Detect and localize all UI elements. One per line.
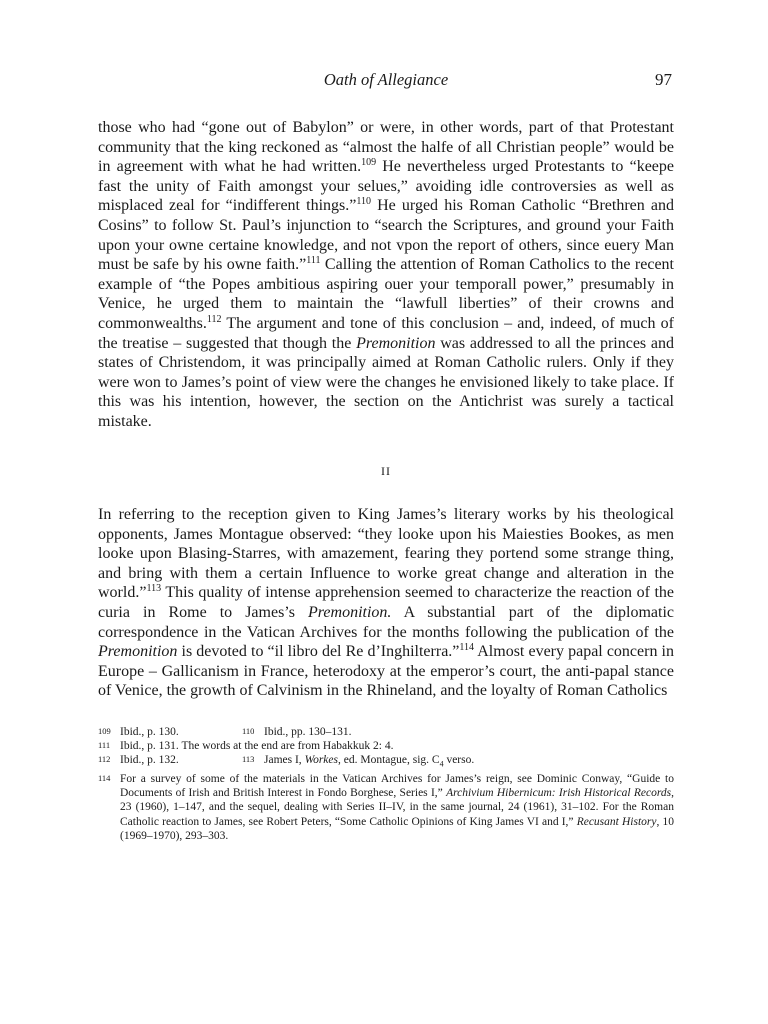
running-title: Oath of Allegiance (323, 70, 449, 89)
paragraph-1 (98, 118, 674, 432)
footnote-112 (98, 753, 242, 772)
italic-title: Recusant History (576, 815, 657, 828)
footnote-ref-114[interactable]: 114 (459, 642, 475, 654)
footnote-113 (242, 753, 474, 772)
footnote-text: verso. (443, 754, 475, 767)
text-run: is devoted to “il libro del Re d’Inghilterra.” (177, 643, 460, 661)
page-number: 97 (655, 70, 672, 89)
text-run: This quality of intense apprehension seemed to characterize the reaction of the curia in Rome to James’s (98, 584, 674, 622)
text-run: A substantial part of the diplomatic correspondence in the Vatican Archives for the months following the publication of the (98, 604, 675, 641)
footnote-ref-113[interactable]: 113 (146, 583, 162, 595)
footnote-number: 111 (98, 740, 111, 751)
footnote-ref-112[interactable]: 112 (206, 313, 222, 325)
footnote-text: , ed. Montague, sig. C (338, 754, 440, 767)
footnotes (98, 725, 674, 843)
italic-title: Premonition (98, 643, 178, 661)
text-run: those who had “gone out of Babylon” or were, in other words, part of that Protestant community that the king reckoned as “almost the halfe of all Christian people” would be in agreement with what he had written. (98, 119, 674, 176)
footnote-number: 113 (242, 754, 255, 765)
paragraph-2 (98, 505, 674, 701)
footnote-number: 109 (98, 726, 111, 737)
footnote-number: 114 (98, 772, 111, 783)
italic-title: Premonition (356, 334, 436, 352)
footnote-111 (98, 739, 674, 753)
footnote-text: Ibid., p. 130. (120, 726, 179, 739)
text-run: was addressed to all the princes and states of Christendom, it was principally aimed at Roman Catholic rulers. Only if they were won to James’s point of view were the changes he envisioned likely to take place. If this was his intention, however, the section on the Antichrist was surely a tactical mistake. (98, 334, 674, 430)
footnote-ref-109[interactable]: 109 (361, 157, 377, 169)
italic-title: Archivium Hibernicum: Irish Historical Records (446, 787, 672, 800)
italic-title: Workes (304, 754, 338, 767)
footnote-text: Ibid., p. 131. The words at the end are from Habakkuk 2: 4. (120, 740, 394, 753)
text-run: He urged his Roman Catholic “Brethren and Cosins” to follow St. Paul’s injunction to “search the Scriptures, and ground your Faith upon your owne certaine knowledge, and not vpon the report of others, since euery Man must be safe by his owne faith.” (98, 197, 675, 274)
section-number: II (381, 463, 391, 478)
footnote-114 (98, 772, 674, 843)
signature-subscript: 4 (439, 759, 444, 769)
footnote-text: James I, (264, 754, 305, 767)
text-run: He nevertheless urged Protestants to “keepe fast the unity of Faith amongst your selues,” avoiding idle controversies as well as misplaced zeal for “indifferent things.” (98, 158, 674, 215)
text-run: The argument and tone of this conclusion – and, indeed, of much of the treatise – suggested that though the (98, 314, 674, 352)
footnote-row (98, 725, 674, 739)
footnote-text: Ibid., pp. 130–131. (264, 726, 352, 739)
footnote-109 (98, 725, 242, 739)
footnote-text: , 10 (1969–1970), 293–303. (120, 815, 675, 842)
body-text (98, 118, 674, 701)
footnote-ref-111[interactable]: 111 (306, 255, 321, 267)
footnote-number: 112 (98, 754, 111, 765)
text-run: Calling the attention of Roman Catholics to the recent example of “the Popes ambitious aspiring ouer your temporall power,” presumably in Venice, he urged them to maintain the “lawfull liberties” of their crowns and commonwealths. (98, 256, 674, 332)
italic-title: Premonition. (308, 604, 392, 622)
footnote-row (98, 753, 674, 772)
book-page (98, 70, 674, 843)
footnote-text: For a survey of some of the materials in the Vatican Archives for James’s reign, see Dominic Conway, “Guide to Documents of Irish and British Interest in Fondo Borghese, Series I,” (120, 772, 674, 800)
text-run: Almost every papal concern in Europe – Gallicanism in France, heterodoxy at the emperor’s court, the anti-papal stance of Venice, the growth of Calvinism in the Rhineland, and the loyalty of Roman Catholics (98, 643, 675, 700)
footnote-number: 110 (242, 726, 255, 737)
footnote-text: Ibid., p. 132. (120, 754, 179, 767)
footnote-ref-110[interactable]: 110 (356, 196, 371, 208)
text-run: In referring to the reception given to King James’s literary works by his theological opponents, James Montague observed: “they looke upon his Maiesties Bookes, as men looke upon Blasing-Starres, with amazement, fearing they portend some strange thing, and bring with them a certain Influence to worke great change and alteration in the world.” (98, 506, 674, 602)
footnote-text: , 23 (1960), 1–147, and the sequel, dealing with Series II–IV, in the same journal, 24 (1961), 31–102. For the Roman Catholic reaction to James, see Robert Peters, “Some Catholic Opinions of King James VI and I,” (120, 787, 674, 828)
footnote-110 (242, 725, 352, 739)
running-head (98, 70, 674, 96)
